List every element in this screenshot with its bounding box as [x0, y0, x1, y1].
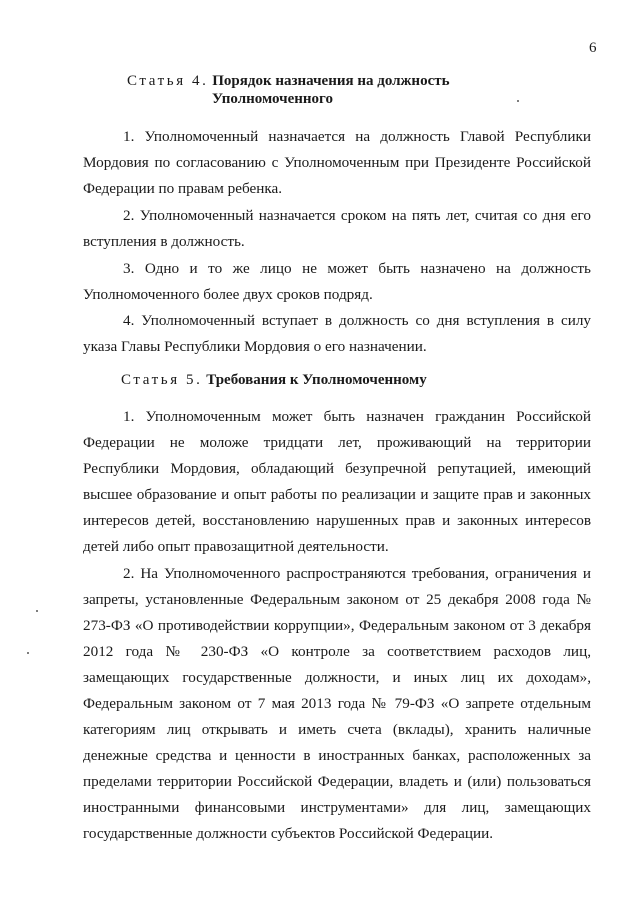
article-4-title-cont: Уполномоченного	[212, 91, 333, 107]
scan-speck	[36, 610, 38, 612]
page-number: 6	[589, 40, 597, 56]
article-5-paragraph-1: 1. Уполномоченным может быть назначен гражданин Российской Федерации не моложе тридцати лет, проживающий на территории Республики Мордовия, обладающий безупречной репутацией, имеющий высшее образование и опыт работы по реализации и защите прав и законных интересов детей, восстановлению нарушенных прав и законных интересов детей либо опыт правозащитной деятельности.	[83, 408, 591, 555]
article-5-title: Требования к Уполномоченному	[206, 372, 427, 388]
article-4-paragraph-2: 2. Уполномоченный назначается сроком на пять лет, считая со дня его вступления в должность.	[83, 207, 591, 250]
article-5-paragraph-2: 2. На Уполномоченного распространяются требования, ограничения и запреты, установленные Федеральным законом от 25 декабря 2008 года № 273-ФЗ «О противодействии коррупции», Федеральным законом от 3 декабря 2012 года № 230-ФЗ «О контроле за соответствием расходов лиц, замещающих государственные должности, и иных лиц их доходам», Федеральным законом от 7 мая 2013 года № 79-ФЗ «О запрете отдельным категориям лиц открывать и иметь счета (вклады), хранить наличные денежные средства и ценности в иностранных банках, расположенных за пределами территории Российской Федерации, владеть и (или) пользоваться иностранными финансовыми инструментами» для лиц, замещающих государственные должности субъектов Российской Федерации.	[83, 565, 591, 842]
article-5-heading	[121, 370, 427, 390]
scan-speck	[517, 100, 519, 102]
scan-speck	[27, 652, 29, 654]
article-4-heading	[127, 71, 450, 91]
article-4-paragraph-3: 3. Одно и то же лицо не может быть назначено на должность Уполномоченного более двух сроков подряд.	[83, 260, 591, 303]
article-4-label: Статья 4.	[127, 73, 209, 89]
article-4-paragraph-1: 1. Уполномоченный назначается на должность Главой Республики Мордовия по согласованию с Уполномоченным при Президенте Российской Федерации по правам ребенка.	[83, 128, 591, 197]
article-5-label: Статья 5.	[121, 372, 203, 388]
article-4-title: Порядок назначения на должность	[212, 73, 450, 89]
article-4-paragraph-4: 4. Уполномоченный вступает в должность со дня вступления в силу указа Главы Республики Мордовия о его назначении.	[83, 312, 591, 355]
